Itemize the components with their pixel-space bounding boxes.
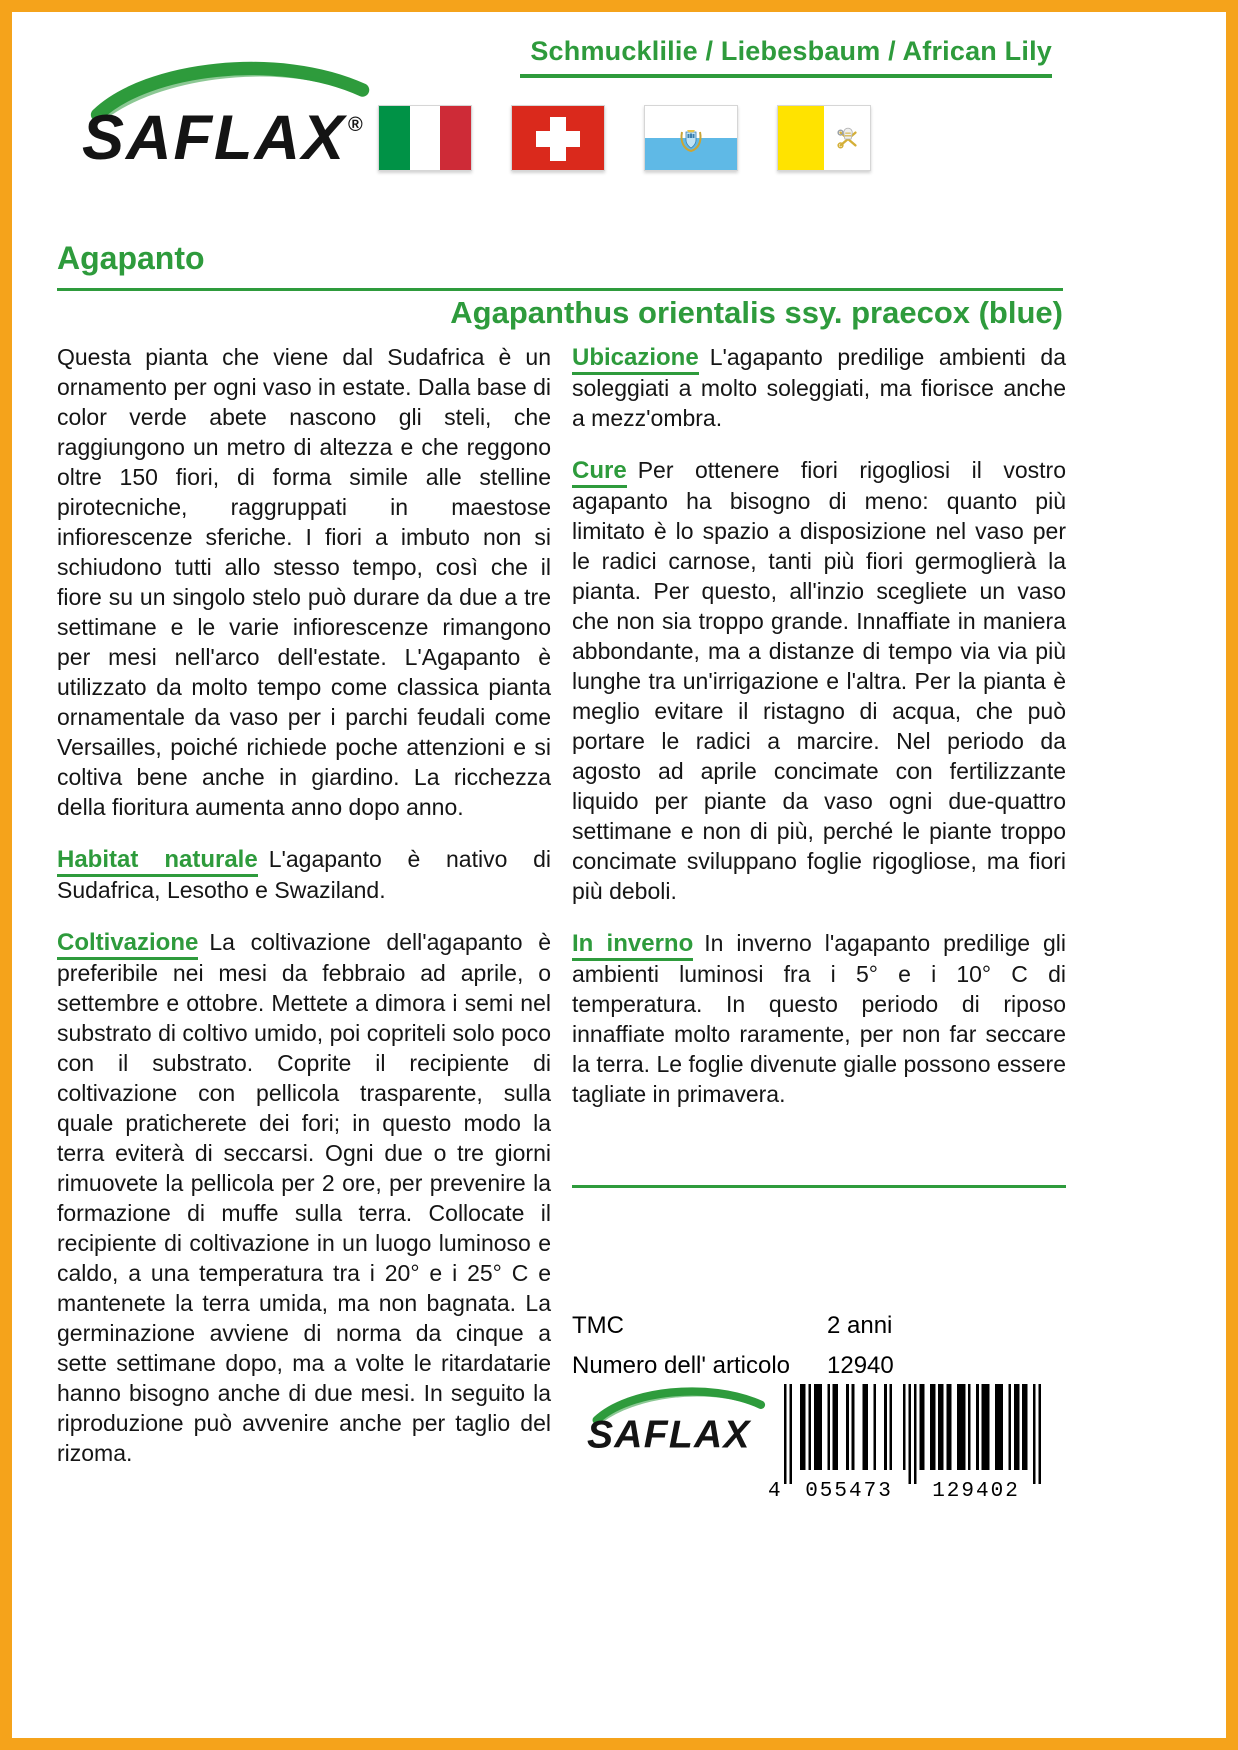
section-in-inverno bbox=[572, 928, 1066, 1109]
section-text-habitat: L'agapanto è nativo di Sudafrica, Lesotho e Swaziland. bbox=[57, 846, 551, 903]
vatican-yellow-band bbox=[778, 106, 824, 170]
vatican-keys-icon bbox=[832, 122, 864, 156]
logo-wordmark bbox=[82, 102, 382, 174]
info-label-article-number: Numero dell' articolo bbox=[572, 1352, 791, 1379]
info-row-article-number bbox=[572, 1352, 1066, 1380]
left-column bbox=[57, 342, 551, 1468]
saflax-logo bbox=[82, 50, 382, 200]
flags-row bbox=[378, 105, 871, 171]
barcode-bars bbox=[784, 1384, 1041, 1484]
section-text-cure: Per ottenere fiori rigogliosi il vostro agapanto ha bisogno di meno: quanto più limitato è lo spazio a disposizione nel vaso per le radici carnose, tanti più fiori germoglierà la pianta. Per questo, all'inzio scegliete un vaso che non sia troppo grande. Innaffiate in maniera abbondante, ma a distanze di tempo via via più lunghe tra un'irrigazione e l'altra. Per la pianta è meglio evitare il ristagno di acqua, che può portare le radici a marcire. Nel periodo da agosto ad aprile concimate con fertilizzante liquido per piante da vaso ogni due-quattro settimane e non di più, perché le piante troppo concimate sviluppano foglie rigogliose, ma fiori più deboli. bbox=[572, 457, 1066, 904]
italy-flag bbox=[378, 105, 472, 171]
plant-title: Agapanto bbox=[57, 240, 205, 276]
section-heading-in-inverno: In inverno bbox=[572, 930, 693, 961]
footer-brand-text: SAFLAX bbox=[587, 1412, 751, 1457]
italy-red-band bbox=[440, 106, 471, 170]
san-marino-crest-icon bbox=[676, 124, 706, 154]
brand-text: SAFLAX bbox=[82, 103, 346, 173]
barcode-digits-left: 055473 bbox=[805, 1480, 893, 1503]
info-value-tmc: 2 anni bbox=[827, 1312, 893, 1339]
section-text-in-inverno: In inverno l'agapanto predilige gli ambienti luminosi fra i 5° e i 10° C di temperatura. In questo periodo di riposo innaffiate molto raramente, per non far seccare la terra. Le foglie divenute gialle possono essere tagliate in primavera. bbox=[572, 930, 1066, 1107]
header-rule bbox=[520, 74, 1052, 78]
registered-mark: ® bbox=[348, 114, 365, 136]
section-text-coltivazione: La coltivazione dell'agapanto è preferibile nei mesi da febbraio ad aprile, o settembre e ottobre. Mettete a dimora i semi nel substrato di coltivo umido, poi copriteli solo poco con il substrato. Coprite il recipiente di coltivazione con pellicola trasparente, sulla quale praticherete dei fori; in questo modo la terra eviterà di seccarsi. Ogni due o tre giorni rimuovete la pellicola per 2 ore, per prevenire la formazione di muffe sulla terra. Collocate il recipiente di coltivazione in un luogo luminoso e caldo, a una temperatura tra i 20° e i 25° C e mantenete la terra umida, ma non bagnata. La germinazione avviene di norma da cinque a sette settimane dopo, ma a volte le ritardatarie hanno bisogno anche di due mesi. In seguito la riproduzione può avvenire anche per taglio del rizoma. bbox=[57, 929, 551, 1466]
section-text-ubicazione: L'agapanto predilige ambienti da soleggiati a molto soleggiati, ma fiorisce anche a mezz'ombra. bbox=[572, 344, 1066, 431]
info-value-article-number: 12940 bbox=[827, 1352, 894, 1379]
info-row-tmc bbox=[572, 1312, 1066, 1340]
botanical-name: Agapanthus orientalis ssy. praecox (blue) bbox=[450, 295, 1063, 330]
section-ubicazione bbox=[572, 342, 1066, 433]
common-names-header: Schmucklilie / Liebesbaum / African Lily bbox=[530, 36, 1052, 66]
section-heading-habitat: Habitat naturale bbox=[57, 846, 258, 877]
swiss-cross-horizontal bbox=[536, 131, 580, 147]
switzerland-flag bbox=[511, 105, 605, 171]
right-column bbox=[572, 342, 1066, 1109]
info-label-tmc: TMC bbox=[572, 1312, 624, 1339]
italy-green-band bbox=[379, 106, 410, 170]
footer-logo-wordmark bbox=[587, 1412, 773, 1457]
title-rule bbox=[57, 288, 1063, 291]
barcode-digit-first: 4 bbox=[768, 1480, 783, 1503]
intro-paragraph: Questa pianta che viene dal Sudafrica è un ornamento per ogni vaso in estate. Dalla base di color verde abete nascono gli steli, che raggiungono un metro di altezza e che reggono oltre 150 fiori, di forma simile alle stelline pirotecniche, raggruppati in maestose infiorescenze sferiche. I fiori a imbuto non si schiudono tutti allo stesso tempo, così che il fiore su un singolo stelo può durare da due a tre settimane e le varie infiorescenze rimangono per mesi nell'arco dell'estate. L'Agapanto è utilizzato da molto tempo come classica pianta ornamentale da vaso per i parchi feudali come Versailles, poiché richiede poche attenzioni e si coltiva bene anche in giardino. La ricchezza della fioritura aumenta anno dopo anno. bbox=[57, 344, 551, 820]
barcode-digits-right: 129402 bbox=[932, 1480, 1020, 1503]
section-heading-ubicazione: Ubicazione bbox=[572, 344, 699, 375]
section-habitat-naturale bbox=[57, 844, 551, 905]
info-divider bbox=[572, 1185, 1066, 1188]
section-heading-cure: Cure bbox=[572, 457, 627, 488]
section-coltivazione bbox=[57, 927, 551, 1468]
section-cure bbox=[572, 455, 1066, 906]
barcode bbox=[768, 1384, 1042, 1506]
section-heading-coltivazione: Coltivazione bbox=[57, 929, 198, 960]
san-marino-flag bbox=[644, 105, 738, 171]
italy-white-band bbox=[410, 106, 441, 170]
vatican-flag bbox=[777, 105, 871, 171]
footer-saflax-logo bbox=[587, 1380, 773, 1473]
